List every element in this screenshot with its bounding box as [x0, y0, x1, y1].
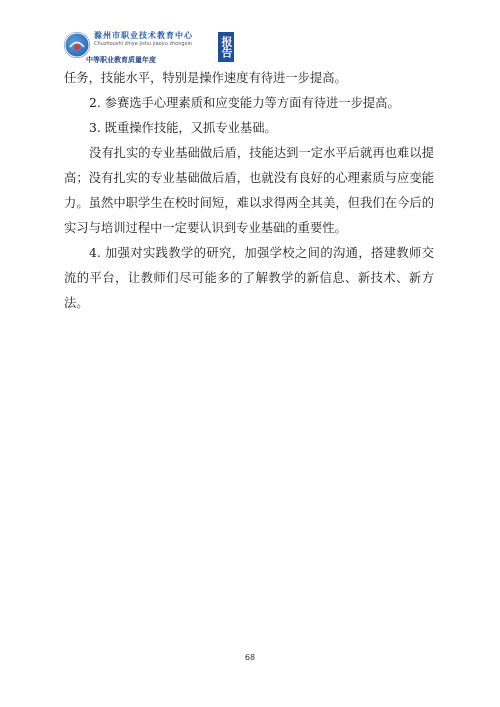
document-body [64, 66, 434, 316]
paragraph-1: 任务，技能水平，特别是操作速度有待进一步提高。 [64, 71, 347, 85]
paragraph-3: 3. 既重操作技能，又抓专业基础。 [89, 121, 277, 135]
report-subtitle: 中等职业教育质量年度 [86, 56, 156, 64]
page-number: 68 [244, 653, 256, 662]
paragraph-5: 4. 加强对实践教学的研究，加强学校之间的沟通，搭建教师交流的平台，让教师们尽可能多的了解教学的新信息、新技术、新方法。 [64, 246, 434, 310]
paragraph-4: 没有扎实的专业基础做后盾，技能达到一定水平后就再也难以提高；没有扎实的专业基础做后盾，也就没有良好的心理素质与应变能力。虽然中职学生在校时间短，难以求得两全其美，但我们在今后的实习与培训过程中一定要认识到专业基础的重要性。 [64, 146, 434, 235]
report-badge: 报告 [218, 32, 234, 62]
org-name: 滁州市职业技术教育中心 [94, 30, 193, 40]
org-pinyin: Chuzhoushi zhiye jishu jiaoyu zhongxin [94, 41, 193, 47]
paragraph-2: 2. 参赛选手心理素质和应变能力等方面有待进一步提高。 [89, 96, 400, 110]
report-header [64, 28, 224, 68]
